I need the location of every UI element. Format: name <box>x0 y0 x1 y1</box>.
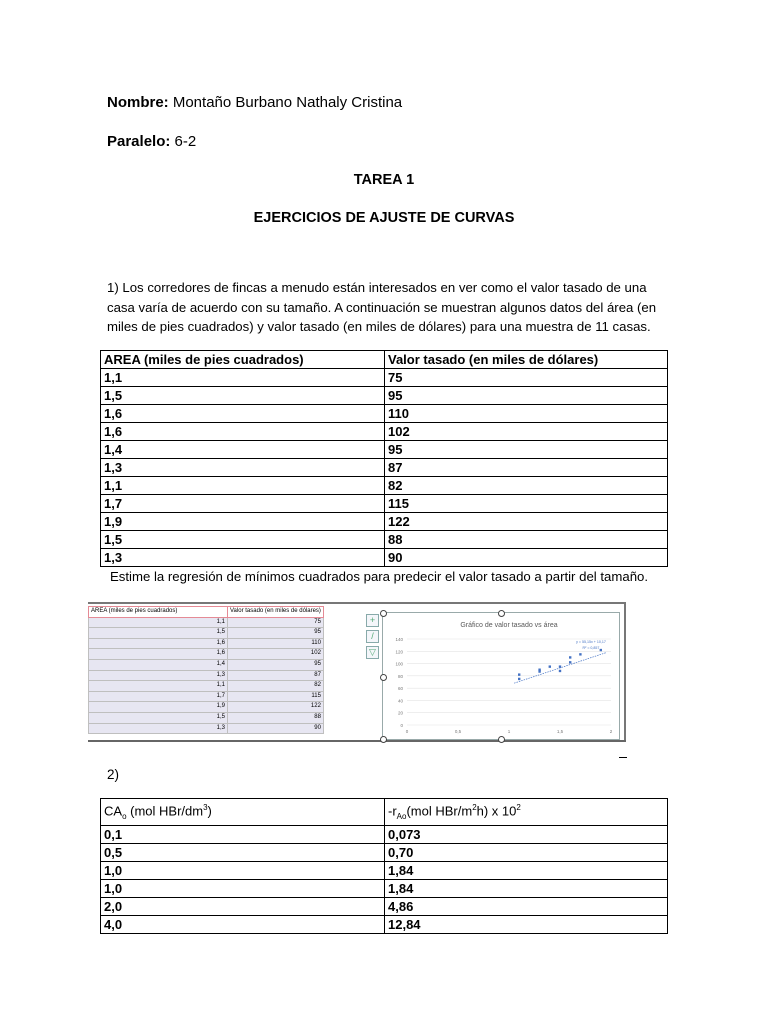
sheet-header-row <box>89 607 324 618</box>
table-row <box>101 531 668 549</box>
data-point <box>559 670 561 672</box>
table-row <box>101 843 668 861</box>
spreadsheet-table <box>88 606 324 734</box>
cell-col1: 1,0 <box>101 861 385 879</box>
trendline-equation: y = 55,15x + 10,17 <box>576 640 606 644</box>
cell-col1: 2,0 <box>101 897 385 915</box>
rate-mid2: h) x 10 <box>476 803 517 819</box>
cell-col1[interactable]: 1,6 <box>89 638 228 649</box>
trendline <box>514 653 606 683</box>
table-header-row <box>101 799 668 826</box>
rate-sup: 2 <box>472 803 477 812</box>
cell-col2: 82 <box>385 477 668 495</box>
table-header-row <box>101 351 668 369</box>
cell-col2[interactable]: 90 <box>228 723 324 734</box>
table-row <box>89 670 324 681</box>
cell-col2: 115 <box>385 495 668 513</box>
table-row <box>101 459 668 477</box>
cell-col2[interactable]: 110 <box>228 638 324 649</box>
table-row <box>101 423 668 441</box>
header-area: AREA (miles de pies cuadrados) <box>101 351 385 369</box>
cell-col1: 1,7 <box>101 495 385 513</box>
cell-col2[interactable]: 95 <box>228 628 324 639</box>
x-tick-label: 0,5 <box>454 729 462 734</box>
table-row <box>101 369 668 387</box>
rate-prefix: -r <box>388 803 397 819</box>
cell-col1: 1,4 <box>101 441 385 459</box>
cell-col1: 1,0 <box>101 879 385 897</box>
filter-icon[interactable]: ▽ <box>366 646 379 659</box>
table-row <box>89 638 324 649</box>
cao-prefix: CA <box>104 803 123 819</box>
chart-handle-bl[interactable] <box>380 736 387 743</box>
cell-col2: 122 <box>385 513 668 531</box>
header-cao <box>101 799 385 826</box>
cell-col2[interactable]: 95 <box>228 659 324 670</box>
cell-col1[interactable]: 1,9 <box>89 702 228 713</box>
cell-col1[interactable]: 1,3 <box>89 670 228 681</box>
chart-handle-ml[interactable] <box>380 674 387 681</box>
table-row <box>89 691 324 702</box>
cell-col1[interactable]: 1,5 <box>89 712 228 723</box>
chart-title: Gráfico de valor tasado vs área <box>460 622 558 629</box>
table-row <box>101 441 668 459</box>
sheet-header-area[interactable]: AREA (miles de pies cuadrados) <box>89 607 228 618</box>
cell-col2: 95 <box>385 387 668 405</box>
cell-col1: 1,6 <box>101 423 385 441</box>
chart-area[interactable] <box>382 612 620 740</box>
cell-col1[interactable]: 1,1 <box>89 617 228 628</box>
cell-col1: 1,1 <box>101 477 385 495</box>
chart-handle-bm[interactable] <box>498 736 505 743</box>
cell-col1[interactable]: 1,4 <box>89 659 228 670</box>
table-row <box>89 617 324 628</box>
cell-col2: 95 <box>385 441 668 459</box>
cell-col1: 1,5 <box>101 531 385 549</box>
cell-col2: 12,84 <box>385 915 668 933</box>
y-tick-label: 120 <box>395 649 403 655</box>
x-tick-label: 0 <box>405 729 409 734</box>
cell-col2[interactable]: 122 <box>228 702 324 713</box>
assignment-title: TAREA 1 <box>353 172 415 188</box>
data-point <box>518 673 520 675</box>
problem1-instruction: Estime la regresión de mínimos cuadrados para predecir el valor tasado a partir del tamaño. <box>110 569 649 584</box>
cell-col2[interactable]: 75 <box>228 617 324 628</box>
cell-col2: 75 <box>385 369 668 387</box>
y-tick-label: 40 <box>397 698 403 704</box>
table-row <box>89 659 324 670</box>
table-row <box>101 915 668 933</box>
table-row <box>89 712 324 723</box>
assignment-subject: EJERCICIOS DE AJUSTE DE CURVAS <box>253 210 515 226</box>
cao-end: ) <box>207 803 212 819</box>
cell-col1: 1,9 <box>101 513 385 531</box>
cell-col2: 102 <box>385 423 668 441</box>
cell-col2[interactable]: 115 <box>228 691 324 702</box>
cell-col1[interactable]: 1,3 <box>89 723 228 734</box>
sheet-right-border <box>624 602 626 742</box>
x-tick-label: 1 <box>507 729 511 734</box>
table-row <box>89 681 324 692</box>
name-label: Nombre: <box>107 94 169 111</box>
table-row <box>101 405 668 423</box>
header-rate <box>385 799 668 826</box>
problem1-table <box>100 350 668 567</box>
cao-sup: 3 <box>203 803 208 812</box>
rate-sub: Ao <box>396 811 407 821</box>
cell-col1: 1,5 <box>101 387 385 405</box>
cell-col1[interactable]: 1,7 <box>89 691 228 702</box>
table-row <box>89 649 324 660</box>
cell-col2[interactable]: 88 <box>228 712 324 723</box>
sheet-top-border <box>88 602 626 604</box>
paralelo-label: Paralelo: <box>107 133 171 150</box>
table-row <box>101 861 668 879</box>
data-point <box>559 665 561 667</box>
cell-col2: 4,86 <box>385 897 668 915</box>
table-row <box>101 549 668 567</box>
y-tick-label: 0 <box>400 723 403 728</box>
chart-handle-tl[interactable] <box>380 610 387 617</box>
cell-col2[interactable]: 87 <box>228 670 324 681</box>
data-point <box>538 669 540 671</box>
x-tick-label: 2 <box>609 729 613 734</box>
minimize-mark <box>619 757 627 758</box>
cao-sub: o <box>122 811 127 821</box>
cell-col1: 0,5 <box>101 843 385 861</box>
problem2-label: 2) <box>107 767 120 782</box>
cell-col1[interactable]: 1,1 <box>89 681 228 692</box>
data-point <box>579 653 581 655</box>
cell-col2[interactable]: 102 <box>228 649 324 660</box>
plus-icon[interactable]: + <box>366 614 379 627</box>
table-row <box>89 702 324 713</box>
cao-suffix: (mol HBr/dm <box>126 803 204 819</box>
paralelo-value: 6-2 <box>174 133 197 150</box>
cell-col2: 90 <box>385 549 668 567</box>
data-point <box>518 678 520 680</box>
table-row <box>101 387 668 405</box>
data-point <box>569 656 571 658</box>
y-tick-label: 20 <box>397 710 403 716</box>
trendline-r2: R² = 0,857 <box>582 646 600 650</box>
header-valor: Valor tasado (en miles de dólares) <box>385 351 668 369</box>
y-tick-label: 80 <box>397 673 403 679</box>
cell-col1: 1,3 <box>101 549 385 567</box>
problem2-table <box>100 798 668 934</box>
table-row <box>101 825 668 843</box>
table-row <box>101 495 668 513</box>
rate-sup2: 2 <box>516 803 521 812</box>
cell-col2: 1,84 <box>385 879 668 897</box>
table-row <box>101 879 668 897</box>
brush-icon[interactable]: / <box>366 630 379 643</box>
cell-col1: 1,1 <box>101 369 385 387</box>
table-row <box>89 723 324 734</box>
y-tick-label: 140 <box>395 637 403 642</box>
cell-col1[interactable]: 1,5 <box>89 628 228 639</box>
cell-col2: 88 <box>385 531 668 549</box>
problem1-text: 1) Los corredores de fincas a menudo están interesados en ver como el valor tasado de una casa varía de acuerdo con su tamaño. A continuación se muestran algunos datos del área (en miles de pies cuadrados) y valor tasado (en miles de dólares) para una muestra de 11 casas. <box>107 280 657 334</box>
table-row <box>101 513 668 531</box>
rate-mid: (mol HBr/m <box>406 803 473 819</box>
cell-col1[interactable]: 1,6 <box>89 649 228 660</box>
cell-col2: 87 <box>385 459 668 477</box>
cell-col2: 0,70 <box>385 843 668 861</box>
cell-col1: 1,3 <box>101 459 385 477</box>
table-row <box>101 897 668 915</box>
cell-col1: 4,0 <box>101 915 385 933</box>
paralelo-line <box>107 133 196 150</box>
scatter-chart <box>383 613 619 739</box>
y-tick-label: 60 <box>397 686 403 692</box>
data-point <box>600 649 602 651</box>
cell-col2: 1,84 <box>385 861 668 879</box>
data-point <box>549 665 551 667</box>
name-line <box>107 94 402 111</box>
cell-col1: 1,6 <box>101 405 385 423</box>
table-row <box>89 628 324 639</box>
data-point <box>569 661 571 663</box>
y-tick-label: 100 <box>395 661 403 667</box>
name-value: Montaño Burbano Nathaly Cristina <box>172 94 403 111</box>
cell-col1: 0,1 <box>101 825 385 843</box>
x-tick-label: 1,5 <box>556 729 564 734</box>
sheet-header-valor[interactable]: Valor tasado (en miles de dólares) <box>228 607 324 618</box>
table-row <box>101 477 668 495</box>
cell-col2: 0,073 <box>385 825 668 843</box>
cell-col2[interactable]: 82 <box>228 681 324 692</box>
chart-handle-tm[interactable] <box>498 610 505 617</box>
cell-col2: 110 <box>385 405 668 423</box>
